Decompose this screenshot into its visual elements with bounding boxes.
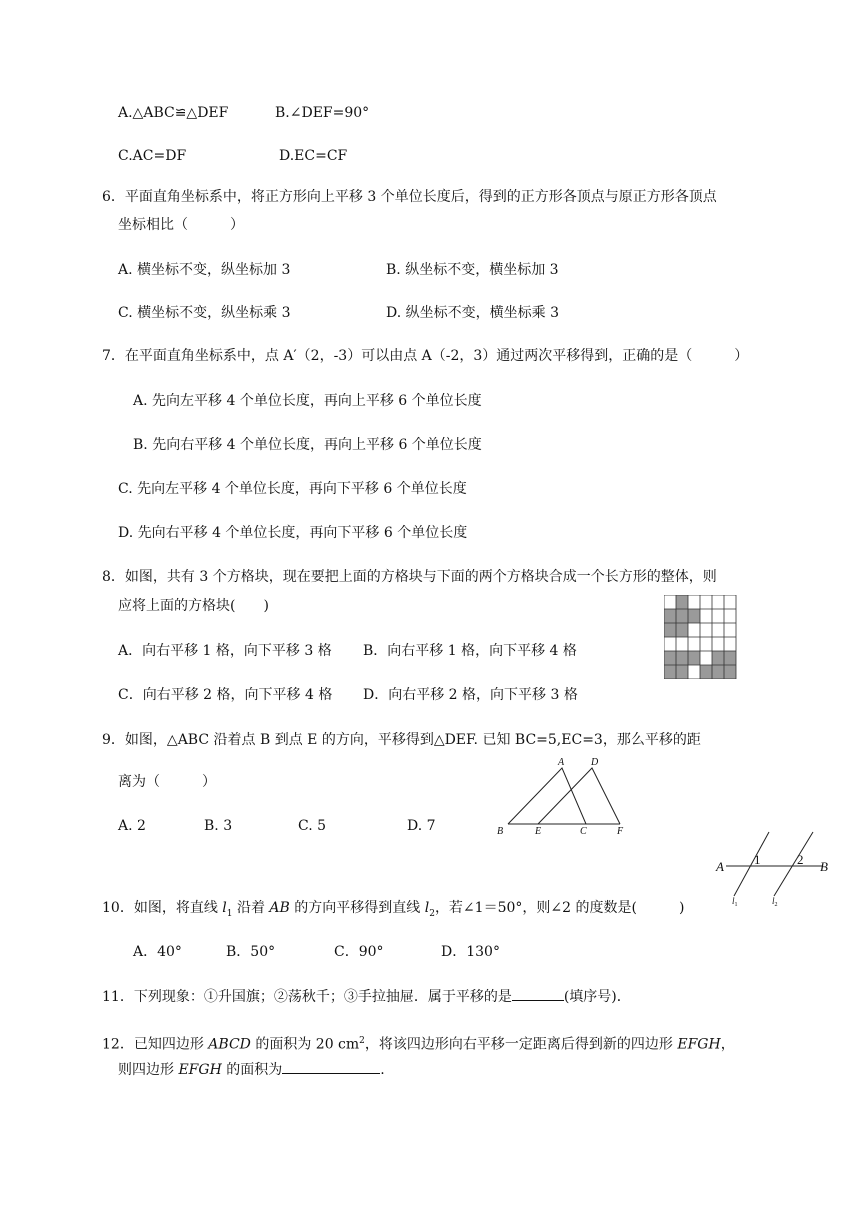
q10-number: 10 xyxy=(102,900,120,916)
q10-l1-sub: 1 xyxy=(226,908,233,919)
q8-option-a: A．向右平移 1 格，向下平移 3 格 xyxy=(118,643,332,659)
q10-option-a: A．40° xyxy=(133,944,182,960)
q10-option-d: D．130° xyxy=(441,944,500,960)
q10-label-l1: $l_1$ xyxy=(732,896,738,908)
q11-tail: (填序号)． xyxy=(563,989,631,1005)
q9-option-b: B. 3 xyxy=(204,818,233,834)
q9-option-a: A. 2 xyxy=(118,818,146,834)
q10-stem: 10．如图，将直线 $l_1$ 沿着 AB 的方向平移得到直线 $l_2$，若∠1＝50°，则∠2 的度数是( ) xyxy=(102,900,685,919)
q7-text: 在平面直角坐标系中，点 A′（2，-3）可以由点 A（-2，3）通过两次平移得到，正确的是（ ） xyxy=(124,348,749,364)
q12-efgh: EFGH xyxy=(677,1036,721,1053)
q12-text-4: ， xyxy=(720,1036,735,1053)
q5-option-b: B.∠DEF=90° xyxy=(275,105,370,121)
q6-stem-line1: 6．平面直角坐标系中，将正方形向上平移 3 个单位长度后，得到的正方形各顶点与原正方形各顶点 xyxy=(102,189,717,205)
q10-label-a: A xyxy=(716,859,724,874)
q12-text-2: 的面积为 20 cm xyxy=(250,1036,360,1053)
q11-number: 11 xyxy=(102,989,120,1005)
q12-efgh-2: EFGH xyxy=(178,1062,222,1078)
q8-option-c: C．向右平移 2 格，向下平移 4 格 xyxy=(118,687,333,703)
q8-number: 8 xyxy=(102,569,111,585)
q10-label-l2: $l_2$ xyxy=(772,896,778,908)
q9-option-c: C. 5 xyxy=(298,818,327,834)
q10-text-4: ，若∠1＝50°，则∠2 的度数是( ) xyxy=(434,900,685,916)
q9-label-e: E xyxy=(535,826,542,837)
q9-stem-line2: 离为（ ） xyxy=(118,774,216,790)
q5-option-a: A.△ABC≌△DEF xyxy=(118,105,229,121)
q10-text-3: 的方向平移得到直线 xyxy=(289,900,425,916)
q5-option-c: C.AC=DF xyxy=(118,148,187,164)
q10-parallel-lines-figure xyxy=(714,826,834,912)
q6-option-b: B. 纵坐标不变，横坐标加 3 xyxy=(386,262,559,278)
q9-label-d: D xyxy=(591,757,599,768)
q9-stem-line1: 9．如图，△ABC 沿着点 B 到点 E 的方向，平移得到△DEF. 已知 BC=5,EC=3，那么平移的距 xyxy=(102,732,701,748)
q9-option-d: D. 7 xyxy=(407,818,436,834)
q10-l1-symbol: l xyxy=(222,900,227,916)
q8-stem-line1: 8．如图，共有 3 个方格块，现在要把上面的方格块与下面的两个方格块合成一个长方形的整体，则 xyxy=(102,569,717,585)
q10-option-b: B．50° xyxy=(226,944,276,960)
q6-option-a: A. 横坐标不变，纵坐标加 3 xyxy=(118,262,291,278)
q10-text-1: 如图，将直线 xyxy=(133,900,223,916)
q8-text: 如图，共有 3 个方格块，现在要把上面的方格块与下面的两个方格块合成一个长方形的整体，则 xyxy=(124,569,717,585)
q12-text-3: ，将该四边形向右平移一定距离后得到新的四边形 xyxy=(364,1036,678,1053)
q8-grid-figure xyxy=(664,595,738,679)
q12-answer-blank[interactable] xyxy=(282,1061,380,1074)
q8-option-d: D．向右平移 2 格，向下平移 3 格 xyxy=(363,687,578,703)
q10-line-l1 xyxy=(734,832,769,896)
q10-line-l2 xyxy=(774,832,813,896)
q9-label-b: B xyxy=(497,826,504,837)
q9-triangle-figure xyxy=(492,754,632,838)
q5-option-d: D.EC=CF xyxy=(279,148,348,164)
q6-stem-line2: 坐标相比（ ） xyxy=(118,217,244,233)
q7-number: 7 xyxy=(102,348,111,364)
q12-sup: 2 xyxy=(359,1036,365,1046)
q12-text-5: 则四边形 xyxy=(118,1062,179,1078)
q10-l2-symbol: l xyxy=(424,900,430,916)
q9-number: 9 xyxy=(102,732,111,748)
q9-label-c: C xyxy=(580,826,587,837)
q10-ab-symbol: AB xyxy=(269,900,290,916)
q12-text-1: 已知四边形 xyxy=(133,1036,209,1053)
q6-text: 平面直角坐标系中，将正方形向上平移 3 个单位长度后，得到的正方形各顶点与原正方形各顶点 xyxy=(124,189,717,205)
q7-option-c: C. 先向左平移 4 个单位长度，再向下平移 6 个单位长度 xyxy=(118,481,467,497)
q12-stem-line2 xyxy=(118,1061,385,1079)
q6-option-d: D. 纵坐标不变，横坐标乘 3 xyxy=(386,305,559,321)
q7-stem: 7．在平面直角坐标系中，点 A′（2，-3）可以由点 A（-2，3）通过两次平移得到，正确的是（ ） xyxy=(102,348,749,364)
q6-option-c: C. 横坐标不变，纵坐标乘 3 xyxy=(118,305,291,321)
q9-triangle-abc xyxy=(508,768,586,824)
q12-abcd: ABCD xyxy=(208,1036,251,1053)
q11-text: 下列现象：①升国旗；②荡秋千；③手拉抽屉．属于平移的是 xyxy=(133,989,512,1005)
q10-option-c: C．90° xyxy=(334,944,384,960)
q12-end: . xyxy=(380,1062,385,1078)
q12-text-6: 的面积为 xyxy=(221,1062,283,1078)
q9-triangle-def xyxy=(538,768,620,824)
q10-text-2: 沿着 xyxy=(232,900,270,916)
q11-answer-blank[interactable] xyxy=(512,988,564,1001)
q9-text: 如图，△ABC 沿着点 B 到点 E 的方向，平移得到△DEF. 已知 BC=5,EC=3，那么平移的距 xyxy=(124,732,701,748)
q9-label-a: A xyxy=(558,757,565,768)
q7-option-d: D. 先向右平移 4 个单位长度，再向下平移 6 个单位长度 xyxy=(118,525,468,541)
q8-stem-line2: 应将上面的方格块( ) xyxy=(118,598,269,614)
q12-number: 12 xyxy=(102,1036,120,1053)
q10-angle-2-label: 2 xyxy=(797,852,804,867)
q10-label-b: B xyxy=(820,859,828,874)
q11-stem: 11．下列现象：①升国旗；②荡秋千；③手拉抽屉．属于平移的是 (填序号)． xyxy=(102,989,631,1005)
q10-angle-1-label: 1 xyxy=(754,852,761,867)
q6-number: 6 xyxy=(102,189,111,205)
q7-option-a: A. 先向左平移 4 个单位长度，再向上平移 6 个单位长度 xyxy=(133,393,482,409)
q7-option-b: B. 先向右平移 4 个单位长度，再向上平移 6 个单位长度 xyxy=(133,437,482,453)
q10-l2-sub: 2 xyxy=(429,908,435,919)
q12-stem-line1: 12．已知四边形 ABCD 的面积为 20 $cm^2$，将该四边形向右平移一定距离后得到新的四边形 EFGH， xyxy=(102,1036,735,1053)
q8-option-b: B．向右平移 1 格，向下平移 4 格 xyxy=(363,643,577,659)
q9-label-f: F xyxy=(617,826,624,837)
